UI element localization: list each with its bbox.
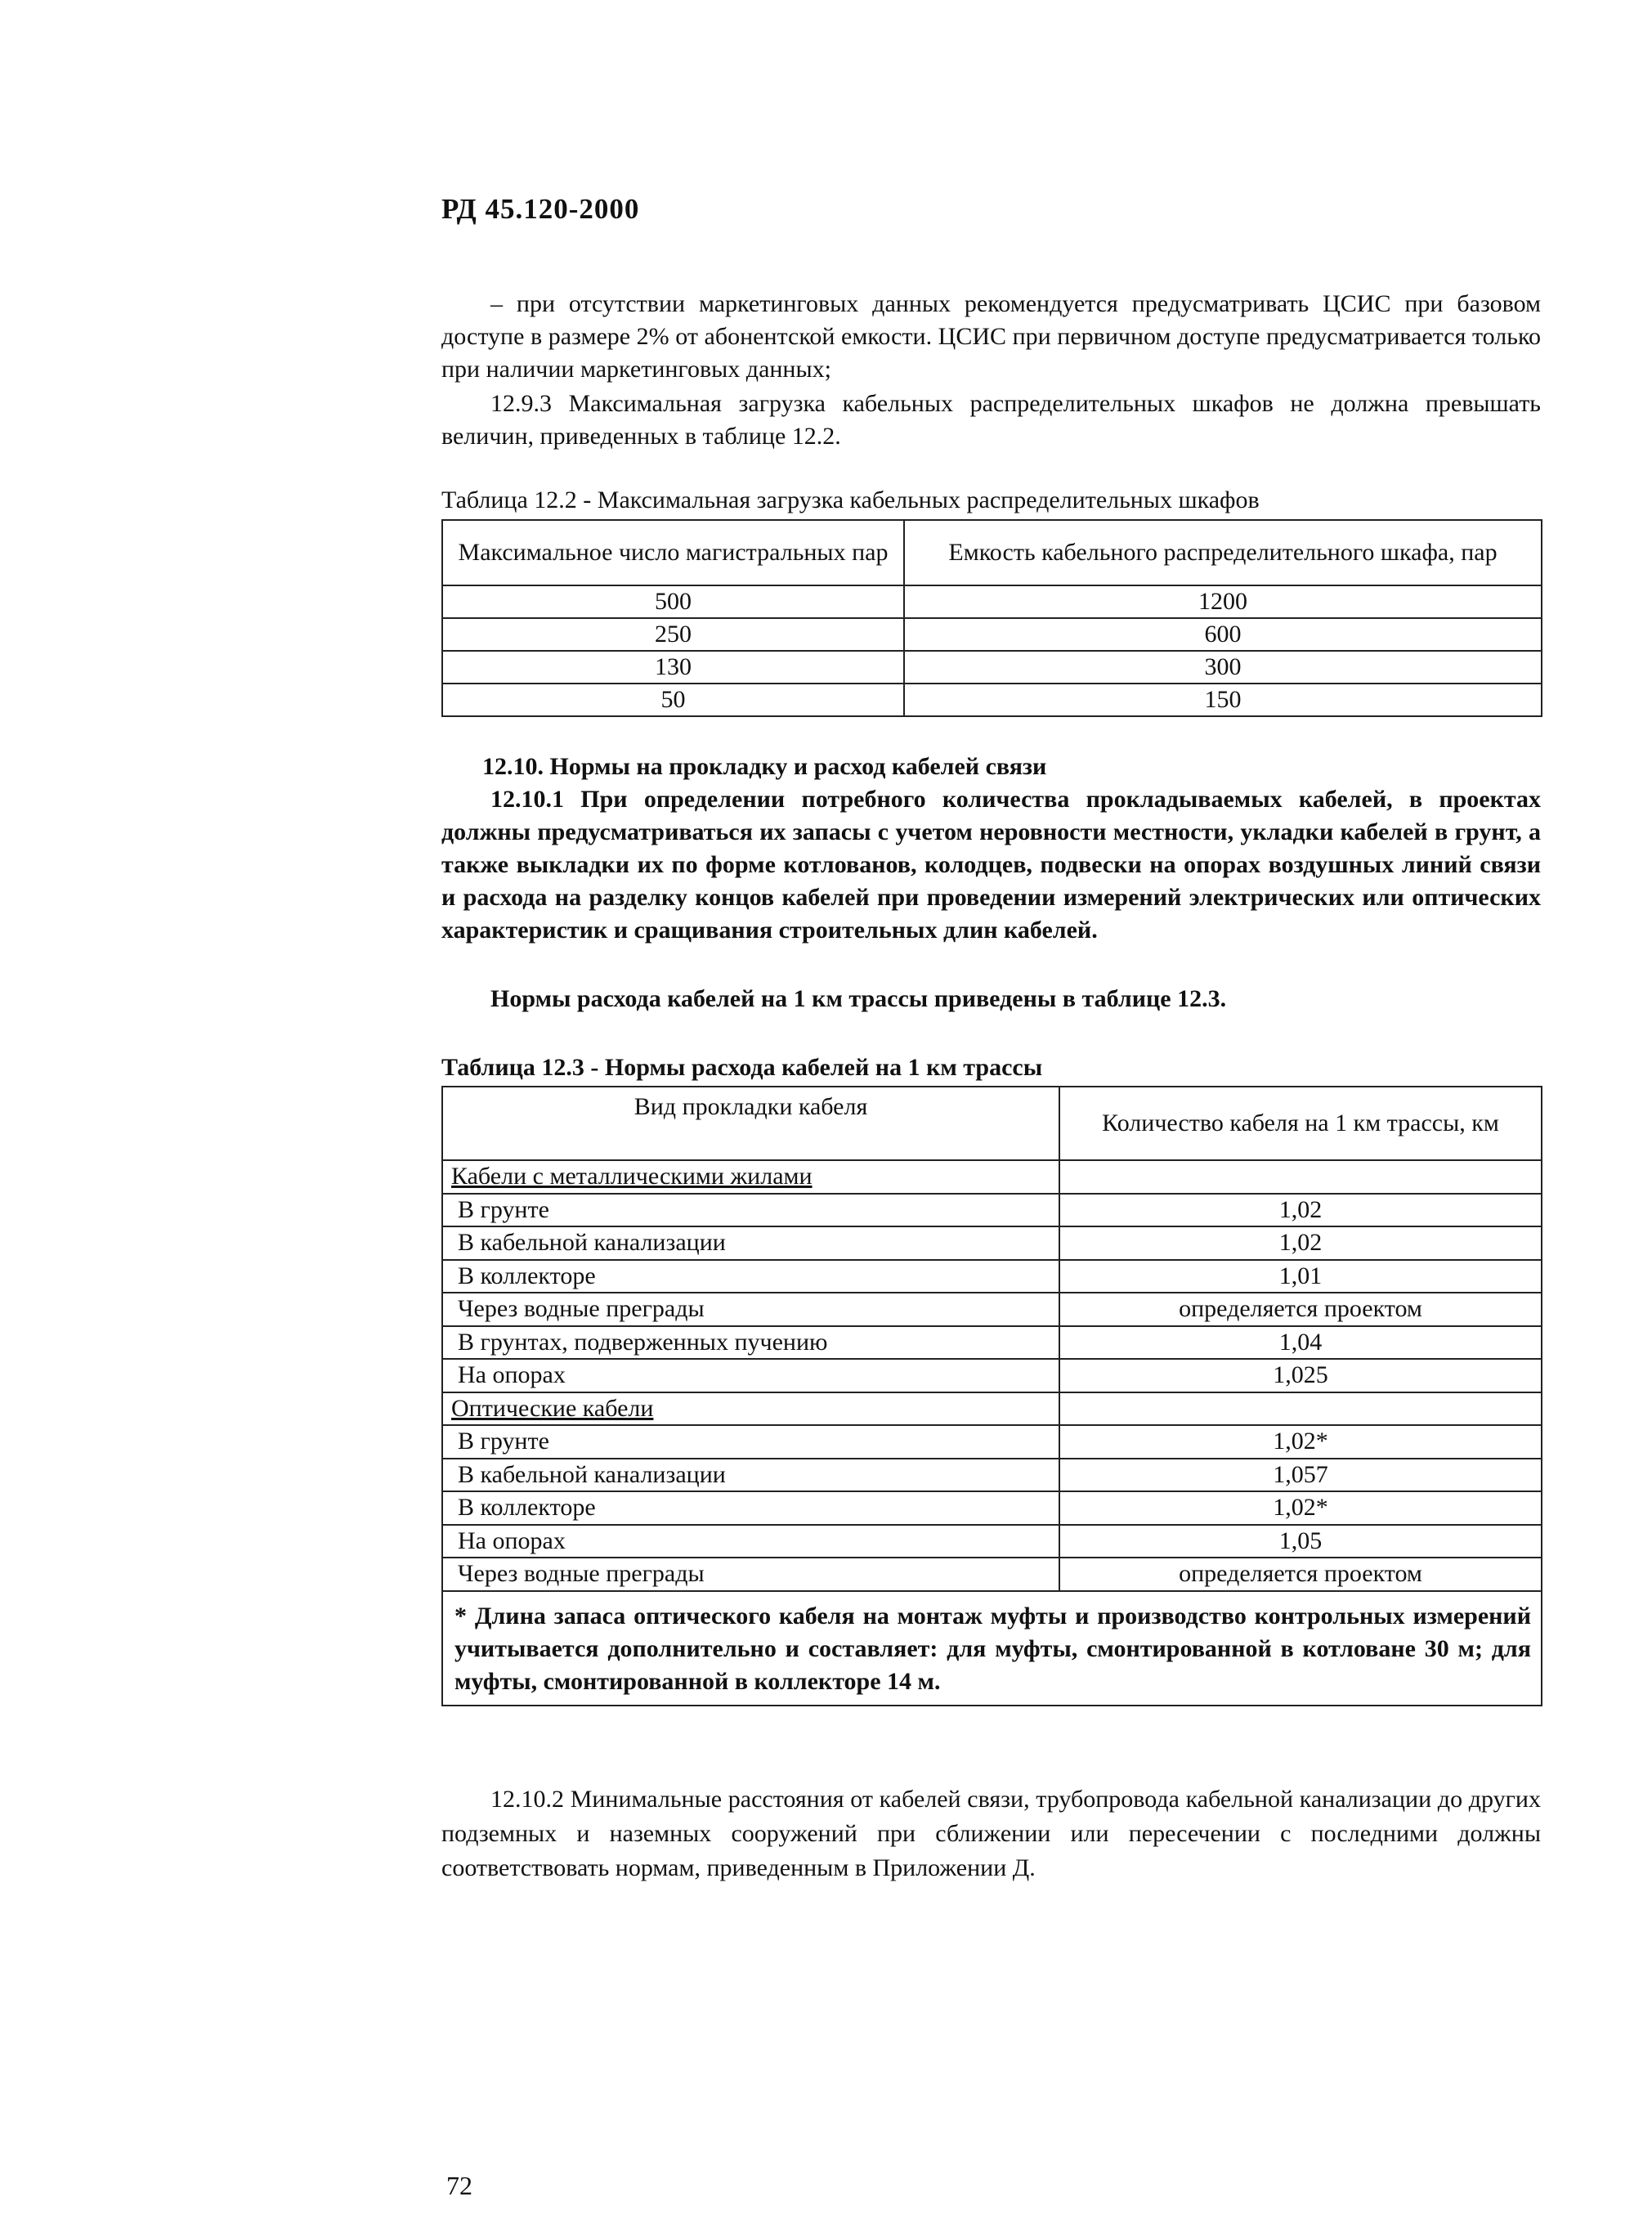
table-row <box>442 1293 1542 1326</box>
table-cell: 1,057 <box>1059 1459 1542 1492</box>
table-cell: 250 <box>442 618 904 651</box>
table-cell: определяется проектом <box>1059 1293 1542 1326</box>
table-row <box>442 1525 1542 1558</box>
paragraph-12-10-2: 12.10.2 Минимальные расстояния от кабелей связи, трубопровода кабельной канализации до других подземных и наземных сооружений при сближении или пересечении с последними должны соответствовать нормам, приведенным в Приложении Д. <box>441 1786 1541 1881</box>
table-cell: Через водные преграды <box>442 1293 1059 1326</box>
table-row <box>442 1359 1542 1392</box>
table-cell: определяется проектом <box>1059 1558 1542 1591</box>
group-label-optic: Оптические кабели <box>442 1392 1059 1426</box>
table-row <box>442 585 1542 618</box>
table-group-row <box>442 1160 1542 1194</box>
table-cell: 1,02* <box>1059 1425 1542 1459</box>
table-cell: Через водные преграды <box>442 1558 1059 1591</box>
table-cell: 1,04 <box>1059 1326 1542 1360</box>
table-12-3-caption: Таблица 12.3 - Нормы расхода кабелей на 1 км трассы <box>441 1054 1043 1081</box>
table-cell: 150 <box>904 684 1542 716</box>
table-12-2 <box>441 519 1542 717</box>
table-cell: На опорах <box>442 1359 1059 1392</box>
table-header-row <box>442 1087 1542 1160</box>
paragraph-12-9-3: 12.9.3 Максимальная загрузка кабельных распределительных шкафов не должна превышать величин, приведенных в таблице 12.2. <box>441 390 1541 450</box>
table-cell <box>1059 1392 1542 1426</box>
table-cell: В грунте <box>442 1425 1059 1459</box>
table-group-row <box>442 1392 1542 1426</box>
table-row <box>442 1459 1542 1492</box>
column-header: Вид прокладки кабеля <box>442 1087 1059 1160</box>
table-cell <box>1059 1160 1542 1194</box>
table-row <box>442 1558 1542 1591</box>
table-row <box>442 1226 1542 1260</box>
table-header-row <box>442 520 1542 585</box>
paragraph-intro: – при отсутствии маркетинговых данных рекомендуется предусматривать ЦСИС при базовом доступе в размере 2% от абонентской емкости. ЦСИС при первичном доступе предусматривается только при наличии маркетинговых данных; <box>441 290 1541 383</box>
table-row <box>442 1491 1542 1525</box>
column-header: Количество кабеля на 1 км трассы, км <box>1059 1087 1542 1160</box>
table-cell: 500 <box>442 585 904 618</box>
table-cell: В грунтах, подверженных пучению <box>442 1326 1059 1360</box>
table-cell: 1,02* <box>1059 1491 1542 1525</box>
table-row <box>442 1425 1542 1459</box>
table-cell: В коллекторе <box>442 1491 1059 1525</box>
table-cell: На опорах <box>442 1525 1059 1558</box>
table-row <box>442 684 1542 716</box>
table-cell: В грунте <box>442 1194 1059 1227</box>
table-footnote: * Длина запаса оптического кабеля на монтаж муфты и производство контрольных измерений учитывается дополнительно и составляет: для муфты, смонтированной в котловане 30 м; для муфты, смонтированной в коллекторе 14 м. <box>442 1591 1542 1706</box>
table-cell: 1,02 <box>1059 1226 1542 1260</box>
paragraph-norms: Нормы расхода кабелей на 1 км трассы приведены в таблице 12.3. <box>490 985 1227 1012</box>
section-heading-12-10: 12.10. Нормы на прокладку и расход кабелей связи <box>482 753 1047 780</box>
table-cell: 1,02 <box>1059 1194 1542 1227</box>
paragraph-12-10-1: 12.10.1 При определении потребного количества прокладываемых кабелей, в проектах должны предусматриваться их запасы с учетом неровности местности, укладки кабелей в грунт, а также выкладки их по форме котлованов, колодцев, подвески на опорах воздушных линий связи и расхода на разделку концов кабелей при проведении измерений электрических или оптических характеристик и сращивания строительных длин кабелей. <box>441 786 1541 944</box>
table-cell: В кабельной канализации <box>442 1226 1059 1260</box>
table-row <box>442 618 1542 651</box>
table-cell: 1200 <box>904 585 1542 618</box>
table-row <box>442 1194 1542 1227</box>
table-footnote-row <box>442 1591 1542 1706</box>
table-cell: 50 <box>442 684 904 716</box>
table-row <box>442 1260 1542 1293</box>
table-row <box>442 651 1542 684</box>
table-12-2-caption: Таблица 12.2 - Максимальная загрузка кабельных распределительных шкафов <box>441 486 1260 513</box>
column-header: Максимальное число магистральных пар <box>442 520 904 585</box>
table-cell: 300 <box>904 651 1542 684</box>
table-cell: В кабельной канализации <box>442 1459 1059 1492</box>
column-header: Емкость кабельного распределительного шкафа, пар <box>904 520 1542 585</box>
group-label-metal: Кабели с металлическими жилами <box>442 1160 1059 1194</box>
table-cell: 1,05 <box>1059 1525 1542 1558</box>
table-cell: 1,01 <box>1059 1260 1542 1293</box>
table-row <box>442 1326 1542 1360</box>
table-12-3 <box>441 1086 1542 1706</box>
table-cell: 130 <box>442 651 904 684</box>
document-code: РД 45.120-2000 <box>441 193 640 225</box>
table-cell: В коллекторе <box>442 1260 1059 1293</box>
table-cell: 600 <box>904 618 1542 651</box>
page-number: 72 <box>446 2171 472 2200</box>
table-cell: 1,025 <box>1059 1359 1542 1392</box>
